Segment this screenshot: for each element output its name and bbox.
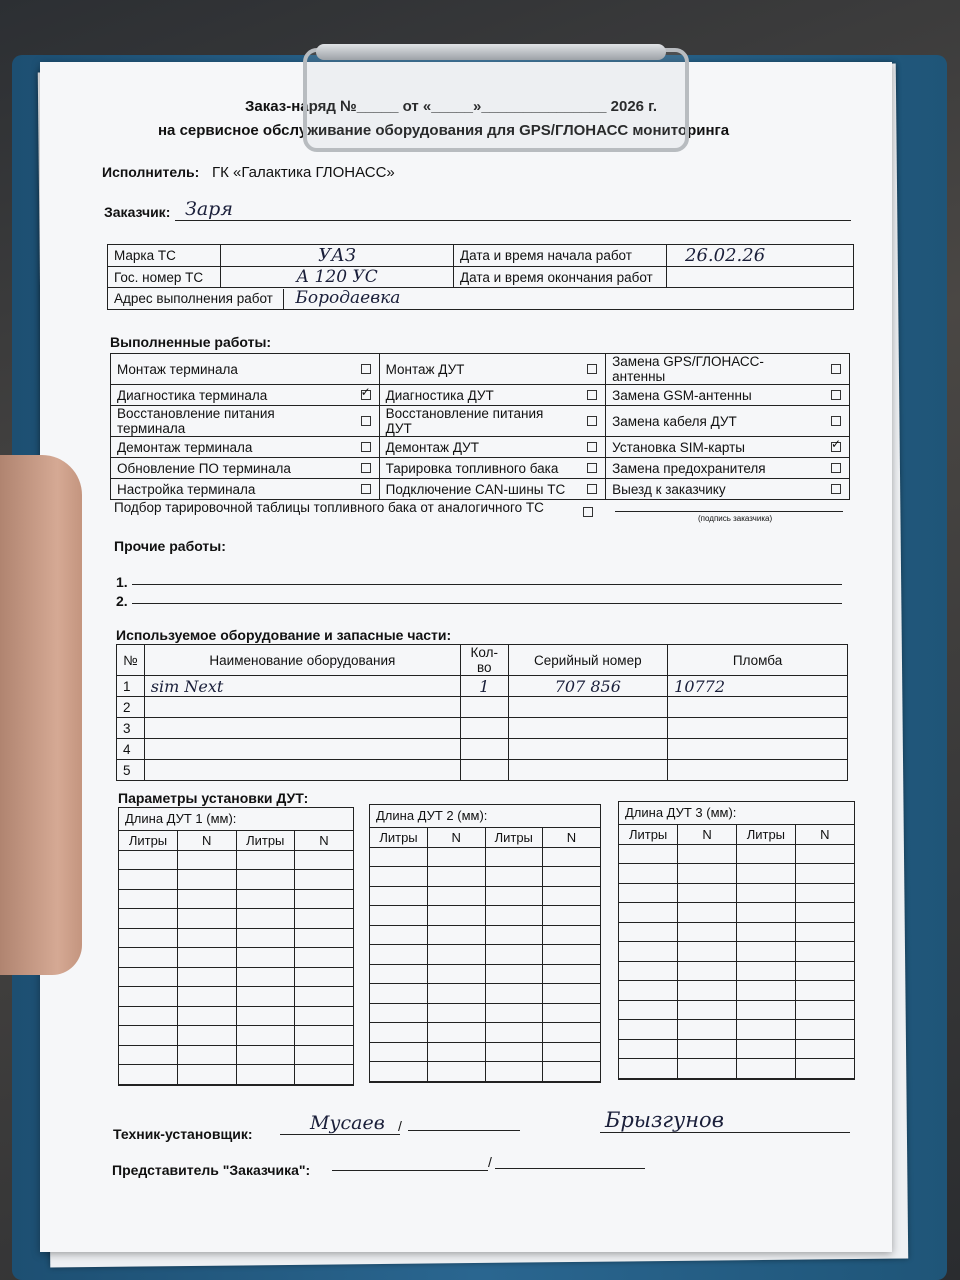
dut-length-label: Длина ДУТ 1 (мм): — [119, 808, 353, 831]
dut-cell — [370, 1042, 428, 1062]
address-label: Адрес выполнения работ — [114, 291, 273, 306]
work-label: Демонтаж ДУТ — [379, 437, 579, 458]
dut-cell — [485, 867, 543, 887]
dut-cell — [543, 1042, 601, 1062]
dut-cell — [485, 906, 543, 926]
other-work-2-num: 2. — [116, 593, 128, 609]
dut-cell — [428, 1042, 486, 1062]
work-label: Диагностика терминала — [111, 385, 353, 406]
customer-rep-slash: / — [488, 1154, 492, 1170]
technician-name-line-a — [408, 1130, 520, 1131]
dut-cell — [619, 883, 678, 903]
dut-cell — [428, 906, 486, 926]
work-checkbox[interactable] — [361, 484, 371, 494]
dut-cell — [619, 922, 678, 942]
work-checkbox[interactable] — [587, 484, 597, 494]
dut-cell — [370, 1003, 428, 1023]
equipment-cell: 4 — [117, 739, 145, 760]
dut-cell — [295, 909, 354, 929]
work-checkbox[interactable] — [361, 463, 371, 473]
dut-cell — [119, 928, 178, 948]
equipment-cell — [144, 739, 460, 760]
dut-cell — [543, 964, 601, 984]
work-checkbox[interactable] — [587, 364, 597, 374]
technician-slash: / — [398, 1118, 402, 1134]
work-checkbox[interactable] — [361, 442, 371, 452]
dut-cell — [485, 1003, 543, 1023]
dut-title: Параметры установки ДУТ: — [118, 790, 309, 806]
work-checkbox[interactable] — [361, 390, 371, 400]
dut-cell — [370, 847, 428, 867]
dut-cell — [543, 925, 601, 945]
dut-cell — [178, 987, 237, 1007]
end-value — [667, 267, 854, 288]
dut-cell — [236, 928, 295, 948]
dut-header-cell: N — [543, 828, 601, 847]
dut-cell — [485, 964, 543, 984]
dut-cell — [795, 903, 854, 923]
dut-cell — [619, 1020, 678, 1040]
dut-cell — [295, 1045, 354, 1065]
customer-rep-sign-line — [332, 1170, 488, 1171]
brand-value: УАЗ — [318, 245, 356, 266]
dut-cell — [236, 1006, 295, 1026]
dut-header-cell: N — [295, 831, 354, 850]
dut-cell — [236, 850, 295, 870]
dut-cell — [119, 870, 178, 890]
equipment-cell — [508, 739, 668, 760]
dut-cell — [678, 922, 737, 942]
dut-cell — [428, 1062, 486, 1082]
equipment-cell — [461, 739, 508, 760]
dut-cell — [737, 883, 796, 903]
dut-cell — [737, 981, 796, 1001]
dut-cell — [428, 1023, 486, 1043]
equipment-cell: 3 — [117, 718, 145, 739]
work-checkbox[interactable] — [831, 442, 841, 452]
equipment-header-cell: Пломба — [668, 645, 848, 676]
dut-cell — [370, 867, 428, 887]
dut-table-3 — [618, 801, 855, 1080]
dut-cell — [370, 906, 428, 926]
dut-cell — [178, 928, 237, 948]
equipment-cell — [144, 760, 460, 781]
dut-cell — [178, 870, 237, 890]
dut-cell — [428, 984, 486, 1004]
dut-cell — [737, 1020, 796, 1040]
work-label: Замена GSM-антенны — [606, 385, 823, 406]
dut-cell — [485, 886, 543, 906]
equipment-cell — [668, 739, 848, 760]
dut-cell — [543, 1023, 601, 1043]
clipboard-clip-bar — [316, 44, 666, 60]
dut-cell — [485, 1042, 543, 1062]
dut-cell — [678, 1020, 737, 1040]
dut-cell — [178, 1006, 237, 1026]
dut-cell — [737, 961, 796, 981]
dut-cell — [370, 886, 428, 906]
dut-cell — [543, 1003, 601, 1023]
dut-cell — [543, 886, 601, 906]
dut-cell — [236, 1026, 295, 1046]
dut-header-cell: Литры — [370, 828, 428, 847]
order-subtitle: на сервисное обслуживание оборудования для GPS/ГЛОНАСС мониторинга — [158, 122, 730, 139]
dut-cell — [485, 847, 543, 867]
equipment-cell — [508, 718, 668, 739]
address-value: Бородаевка — [295, 288, 401, 308]
other-work-1-num: 1. — [116, 574, 128, 590]
dut-cell — [678, 1039, 737, 1059]
dut-cell — [178, 850, 237, 870]
equipment-header-cell: Наименование оборудования — [144, 645, 460, 676]
customer-rep-label: Представитель "Заказчика": — [112, 1162, 311, 1178]
start-label: Дата и время начала работ — [454, 245, 667, 267]
dut-cell — [119, 987, 178, 1007]
dut-cell — [428, 886, 486, 906]
dut-cell — [236, 1065, 295, 1085]
dut-cell — [295, 850, 354, 870]
dut-cell — [485, 925, 543, 945]
customer-line — [175, 220, 851, 221]
dut-cell — [236, 870, 295, 890]
dut-cell — [295, 987, 354, 1007]
dut-cell — [795, 1000, 854, 1020]
equipment-cell: sim Next — [144, 676, 460, 697]
work-label: Подключение CAN-шины ТС — [379, 479, 579, 500]
plate-label: Гос. номер ТС — [108, 267, 221, 288]
dut-cell — [678, 864, 737, 884]
dut-cell — [543, 847, 601, 867]
dut-cell — [119, 948, 178, 968]
dut-header-cell: N — [178, 831, 237, 850]
equipment-cell — [461, 718, 508, 739]
start-value: 26.02.26 — [685, 245, 766, 266]
dut-header-cell: Литры — [619, 825, 678, 844]
dut-cell — [678, 1000, 737, 1020]
other-work-1-line — [132, 584, 842, 585]
dut-cell — [619, 903, 678, 923]
dut-cell — [795, 883, 854, 903]
equipment-cell: 10772 — [668, 676, 848, 697]
dut-cell — [370, 925, 428, 945]
dut-cell — [678, 1059, 737, 1079]
dut-cell — [236, 948, 295, 968]
dut-cell — [236, 1045, 295, 1065]
equipment-cell — [668, 697, 848, 718]
work-checkbox[interactable] — [587, 463, 597, 473]
work-checkbox[interactable] — [361, 416, 371, 426]
dut-cell — [119, 1065, 178, 1085]
dut-cell — [619, 942, 678, 962]
dut-cell — [619, 1059, 678, 1079]
dut-cell — [485, 1023, 543, 1043]
dut-cell — [543, 867, 601, 887]
dut-cell — [370, 1062, 428, 1082]
dut-length-label: Длина ДУТ 2 (мм): — [370, 805, 600, 828]
dut-cell — [428, 1003, 486, 1023]
dut-cell — [119, 1026, 178, 1046]
dut-cell — [178, 948, 237, 968]
brand-label: Марка ТС — [108, 245, 221, 267]
work-label: Установка SIM-карты — [606, 437, 823, 458]
work-label: Замена предохранителя — [606, 458, 823, 479]
work-label: Диагностика ДУТ — [379, 385, 579, 406]
work-label: Восстановление питания ДУТ — [379, 406, 579, 437]
work-checkbox[interactable] — [587, 416, 597, 426]
dut-cell — [543, 945, 601, 965]
equipment-cell — [144, 718, 460, 739]
dut-cell — [737, 942, 796, 962]
works-table — [110, 353, 850, 500]
dut-cell — [428, 945, 486, 965]
dut-cell — [543, 906, 601, 926]
dut-cell — [678, 903, 737, 923]
equipment-header-cell: Серийный номер — [508, 645, 668, 676]
dut-cell — [119, 1006, 178, 1026]
dut-cell — [485, 984, 543, 1004]
technician-signature: Мусаев — [310, 1112, 385, 1134]
dut-cell — [619, 961, 678, 981]
equipment-cell — [668, 718, 848, 739]
work-checkbox[interactable] — [831, 416, 841, 426]
work-checkbox[interactable] — [831, 484, 841, 494]
technician-name: Брызгунов — [605, 1108, 724, 1132]
dut-cell — [737, 1000, 796, 1020]
dut-cell — [428, 925, 486, 945]
dut-cell — [485, 945, 543, 965]
technician-label: Техник-установщик: — [113, 1126, 253, 1142]
dut-cell — [295, 889, 354, 909]
dut-cell — [370, 945, 428, 965]
dut-cell — [795, 1039, 854, 1059]
dut-cell — [119, 1045, 178, 1065]
dut-cell — [678, 961, 737, 981]
dut-cell — [428, 964, 486, 984]
work-label: Монтаж ДУТ — [379, 354, 579, 385]
clipboard-clip — [303, 48, 689, 152]
work-checkbox[interactable] — [587, 390, 597, 400]
work-checkbox[interactable] — [587, 442, 597, 452]
work-checkbox[interactable] — [831, 364, 841, 374]
dut-cell — [428, 867, 486, 887]
equipment-cell — [668, 760, 848, 781]
dut-cell — [295, 870, 354, 890]
dut-cell — [370, 964, 428, 984]
dut-cell — [737, 1059, 796, 1079]
other-work-2-line — [132, 603, 842, 604]
work-label: Тарировка топливного бака — [379, 458, 579, 479]
dut-cell — [795, 942, 854, 962]
dut-cell — [178, 1026, 237, 1046]
dut-cell — [428, 847, 486, 867]
dut-cell — [119, 967, 178, 987]
other-works-title: Прочие работы: — [114, 538, 226, 554]
work-label: Замена кабеля ДУТ — [606, 406, 823, 437]
dut-cell — [178, 1065, 237, 1085]
dut-cell — [795, 864, 854, 884]
dut-cell — [236, 987, 295, 1007]
dut-cell — [619, 981, 678, 1001]
dut-header-cell: Литры — [485, 828, 543, 847]
equipment-cell: 1 — [461, 676, 508, 697]
work-label: Монтаж терминала — [111, 354, 353, 385]
dut-cell — [370, 984, 428, 1004]
technician-name-line-b — [600, 1132, 850, 1133]
dut-cell — [119, 889, 178, 909]
equipment-cell: 707 856 — [508, 676, 668, 697]
dut-cell — [795, 922, 854, 942]
dut-cell — [295, 1065, 354, 1085]
dut-cell — [619, 844, 678, 864]
dut-cell — [737, 864, 796, 884]
signature-caption: (подпись заказчика) — [698, 514, 773, 523]
dut-cell — [295, 967, 354, 987]
dut-cell — [119, 850, 178, 870]
dut-cell — [295, 948, 354, 968]
dut-header-cell: Литры — [119, 831, 178, 850]
tariff-label: Подбор тарировочной таблицы топливного бака от аналогичного ТС — [114, 500, 544, 515]
works-title: Выполненные работы: — [110, 334, 272, 350]
equipment-title: Используемое оборудование и запасные части: — [116, 627, 452, 643]
work-checkbox[interactable] — [361, 364, 371, 374]
work-checkbox[interactable] — [831, 463, 841, 473]
equipment-cell: 2 — [117, 697, 145, 718]
dut-header-cell: Литры — [236, 831, 295, 850]
dut-cell — [678, 883, 737, 903]
equipment-cell — [508, 760, 668, 781]
dut-cell — [795, 961, 854, 981]
dut-cell — [795, 844, 854, 864]
dut-cell — [619, 864, 678, 884]
dut-cell — [737, 1039, 796, 1059]
vehicle-table — [107, 244, 854, 310]
dut-cell — [236, 889, 295, 909]
work-label: Настройка терминала — [111, 479, 353, 500]
tariff-signature-line — [615, 511, 843, 512]
dut-header-cell: N — [795, 825, 854, 844]
work-label: Восстановление питания терминала — [111, 406, 353, 437]
tariff-checkbox[interactable] — [583, 507, 593, 517]
dut-cell — [178, 967, 237, 987]
dut-cell — [619, 1000, 678, 1020]
equipment-cell — [508, 697, 668, 718]
dut-table-1 — [118, 807, 354, 1086]
dut-cell — [543, 984, 601, 1004]
dut-cell — [119, 909, 178, 929]
customer-label: Заказчик: — [104, 204, 171, 220]
dut-cell — [737, 903, 796, 923]
end-label: Дата и время окончания работ — [454, 267, 667, 288]
dut-table-2 — [369, 804, 601, 1083]
dut-cell — [619, 1039, 678, 1059]
dut-cell — [678, 844, 737, 864]
dut-cell — [236, 967, 295, 987]
work-label: Замена GPS/ГЛОНАСС-антенны — [606, 354, 823, 385]
order-title: Заказ-наряд №_____ от «_____»_______________ 2026 г. — [245, 98, 658, 115]
executor-label: Исполнитель: — [102, 164, 200, 180]
dut-cell — [795, 981, 854, 1001]
equipment-cell — [461, 760, 508, 781]
equipment-table — [116, 644, 848, 781]
work-checkbox[interactable] — [831, 390, 841, 400]
dut-cell — [795, 1020, 854, 1040]
dut-cell — [178, 909, 237, 929]
equipment-cell — [144, 697, 460, 718]
hand — [0, 455, 82, 975]
dut-cell — [295, 1006, 354, 1026]
dut-header-cell: N — [428, 828, 486, 847]
dut-cell — [295, 928, 354, 948]
work-label: Выезд к заказчику — [606, 479, 823, 500]
dut-length-label: Длина ДУТ 3 (мм): — [619, 802, 854, 825]
dut-cell — [795, 1059, 854, 1079]
work-order-sheet — [40, 62, 892, 1252]
technician-sign-line — [280, 1134, 400, 1135]
plate-value: А 120 УС — [296, 267, 378, 287]
customer-value: Заря — [185, 198, 233, 220]
work-label: Обновление ПО терминала — [111, 458, 353, 479]
dut-cell — [178, 889, 237, 909]
customer-rep-name-line — [495, 1168, 645, 1169]
dut-cell — [236, 909, 295, 929]
dut-header-cell: N — [678, 825, 737, 844]
equipment-header-cell: № — [117, 645, 145, 676]
equipment-cell — [461, 697, 508, 718]
dut-cell — [678, 981, 737, 1001]
dut-header-cell: Литры — [737, 825, 796, 844]
equipment-header-cell: Кол-во — [461, 645, 508, 676]
dut-cell — [178, 1045, 237, 1065]
dut-cell — [295, 1026, 354, 1046]
equipment-cell: 1 — [117, 676, 145, 697]
dut-cell — [543, 1062, 601, 1082]
dut-cell — [485, 1062, 543, 1082]
dut-cell — [737, 922, 796, 942]
dut-cell — [678, 942, 737, 962]
work-label: Демонтаж терминала — [111, 437, 353, 458]
equipment-cell: 5 — [117, 760, 145, 781]
dut-cell — [737, 844, 796, 864]
dut-cell — [370, 1023, 428, 1043]
executor-value: ГК «Галактика ГЛОНАСС» — [212, 164, 395, 181]
